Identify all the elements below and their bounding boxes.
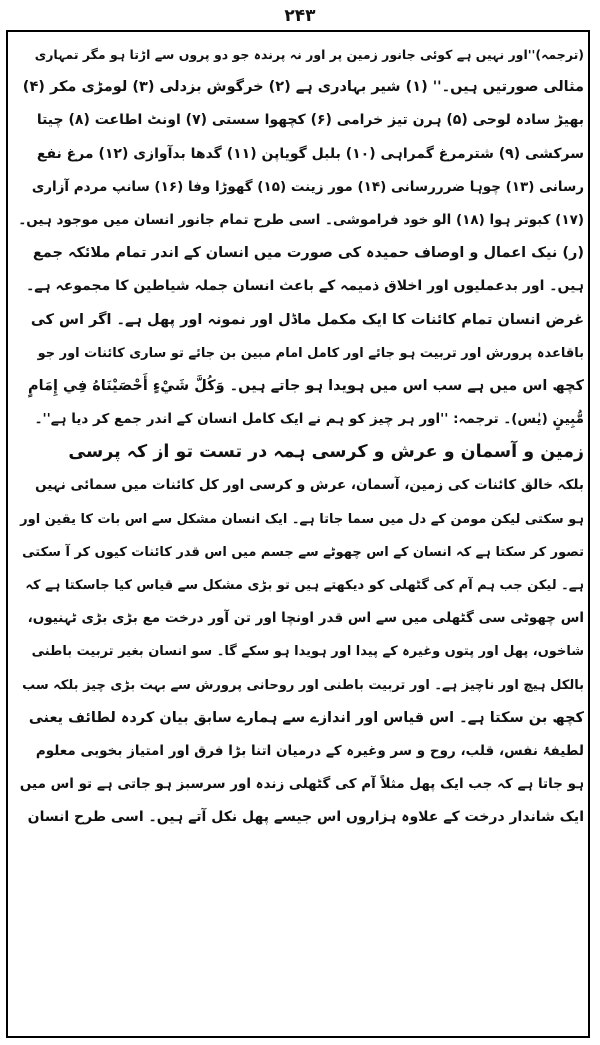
text-line: غرض انسان تمام کائنات کا ایک مکمل ماڈل اور نمونہ اور پھل ہے۔ اگر اس کی	[30, 311, 584, 328]
text-line: بلکہ خالق کائنات کی زمین، آسمان، عرش و کرسی اور کل کائنات میں سمائی نہیں	[35, 477, 584, 494]
page-number: ۲۴۳	[284, 6, 316, 26]
text-line: ہو سکتی لیکن مومن کے دل میں سما جاتا ہے۔ ایک انسان مشکل سے اس بات کا یقین اور	[20, 511, 584, 527]
text-line: (۱۷) کبوتر ہوا (۱۸) الو خود فراموشی۔ اسی طرح تمام جانور انسان میں موجود ہیں۔	[18, 211, 584, 228]
text-line: بھیڑ سادہ لوحی (۵) ہرن تیز خرامی (۶) کچھوا سستی (۷) اونٹ اطاعت (۸) چیتا	[36, 112, 584, 129]
text-line: مثالی صورتیں ہیں۔'' (۱) شیر بہادری ہے (۲) خرگوش بزدلی (۳) لومڑی مکر (۴)	[22, 79, 584, 96]
text-line: لطیفۂ نفس، قلب، روح و سر وغیرہ کے درمیان اتنا بڑا فرق اور امتیاز بخوبی معلوم	[35, 742, 584, 759]
text-line: ہو جاتا ہے کہ جب ایک پھل مثلاً آم کی گٹھلی زندہ اور سرسبز ہو جاتی ہے تو اس میں	[19, 776, 584, 793]
text-line: شاخوں، پھل اور پتوں وغیرہ کے پیدا اور ہویدا ہو سکے گا۔ سو انسان بغیر تربیت باطنی	[31, 644, 584, 660]
text-line: سرکشی (۹) شترمرغ گمراہی (۱۰) بلبل گویاپن (۱۱) گدھا بدآوازی (۱۲) مرغ نفع	[36, 145, 584, 162]
text-line: تصور کر سکتا ہے کہ انسان کے اس چھوٹے سے جسم میں اس قدر کائنات کیوں کر آ سکتی	[22, 544, 584, 560]
body-text	[18, 38, 584, 1036]
text-line: مُّبِينٍ (یٰس)۔ ترجمہ: ''اور ہر چیز کو ہم نے ایک کامل انسان کے اندر جمع کر دیا ہے''۔	[34, 411, 584, 428]
text-line: (ر) نیک اعمال و اوصاف حمیدہ کی صورت میں انسان کے اندر تمام ملائکہ جمع	[32, 245, 584, 262]
text-line: باقاعدہ پرورش اور تربیت ہو جائے اور کامل امام مبین بن جائے تو ساری کائنات اور جو	[37, 345, 584, 361]
text-line: (ترجمہ)''اور نہیں ہے کوئی جانور زمین پر اور نہ پرندہ جو دو پروں سے اڑتا ہو مگر تمہاری	[34, 47, 584, 62]
text-line: ہے۔ لیکن جب ہم آم کی گٹھلی کو دیکھتے ہیں تو بڑی مشکل سے قیاس کیا جاسکتا ہے کہ	[25, 578, 584, 593]
text-line: زمین و آسمان و عرش و کرسی ہمہ در تست تو از کہ پرسی	[68, 442, 584, 463]
text-line: رسانی (۱۳) چوہا ضرررسانی (۱۴) مور زینت (۱۵) گھوڑا وفا (۱۶) سانپ مردم آزاری	[31, 178, 584, 195]
text-line: ایک شاندار درخت کے علاوہ ہزاروں اس جیسے پھل نکل آتے ہیں۔ اسی طرح انسان	[27, 809, 584, 826]
text-line: کچھ اس میں ہے سب اس میں ہویدا ہو جاتے ہیں۔ وَكُلَّ شَيْءٍ أَحْصَيْنَاهُ فِي إِمَامٍ	[27, 377, 584, 394]
text-line: بالکل ہیچ اور ناچیز ہے۔ اور تربیت باطنی اور روحانی پرورش سے بہت بڑی چیز بلکہ سب	[22, 677, 584, 693]
text-line: کچھ بن سکتا ہے۔ اس قیاس اور اندازے سے ہمارے سابق بیان کردہ لطائف یعنی	[28, 709, 584, 726]
text-line: اس چھوٹی سی گٹھلی میں سے اس قدر اونچا اور تن آور درخت مع بڑی بڑی ٹہنیوں،	[27, 610, 584, 627]
text-line: ہیں۔ اور بدعملیوں اور اخلاق ذمیمہ کے باعث انسان جملہ شیاطین کا مجموعہ ہے۔	[26, 278, 584, 295]
